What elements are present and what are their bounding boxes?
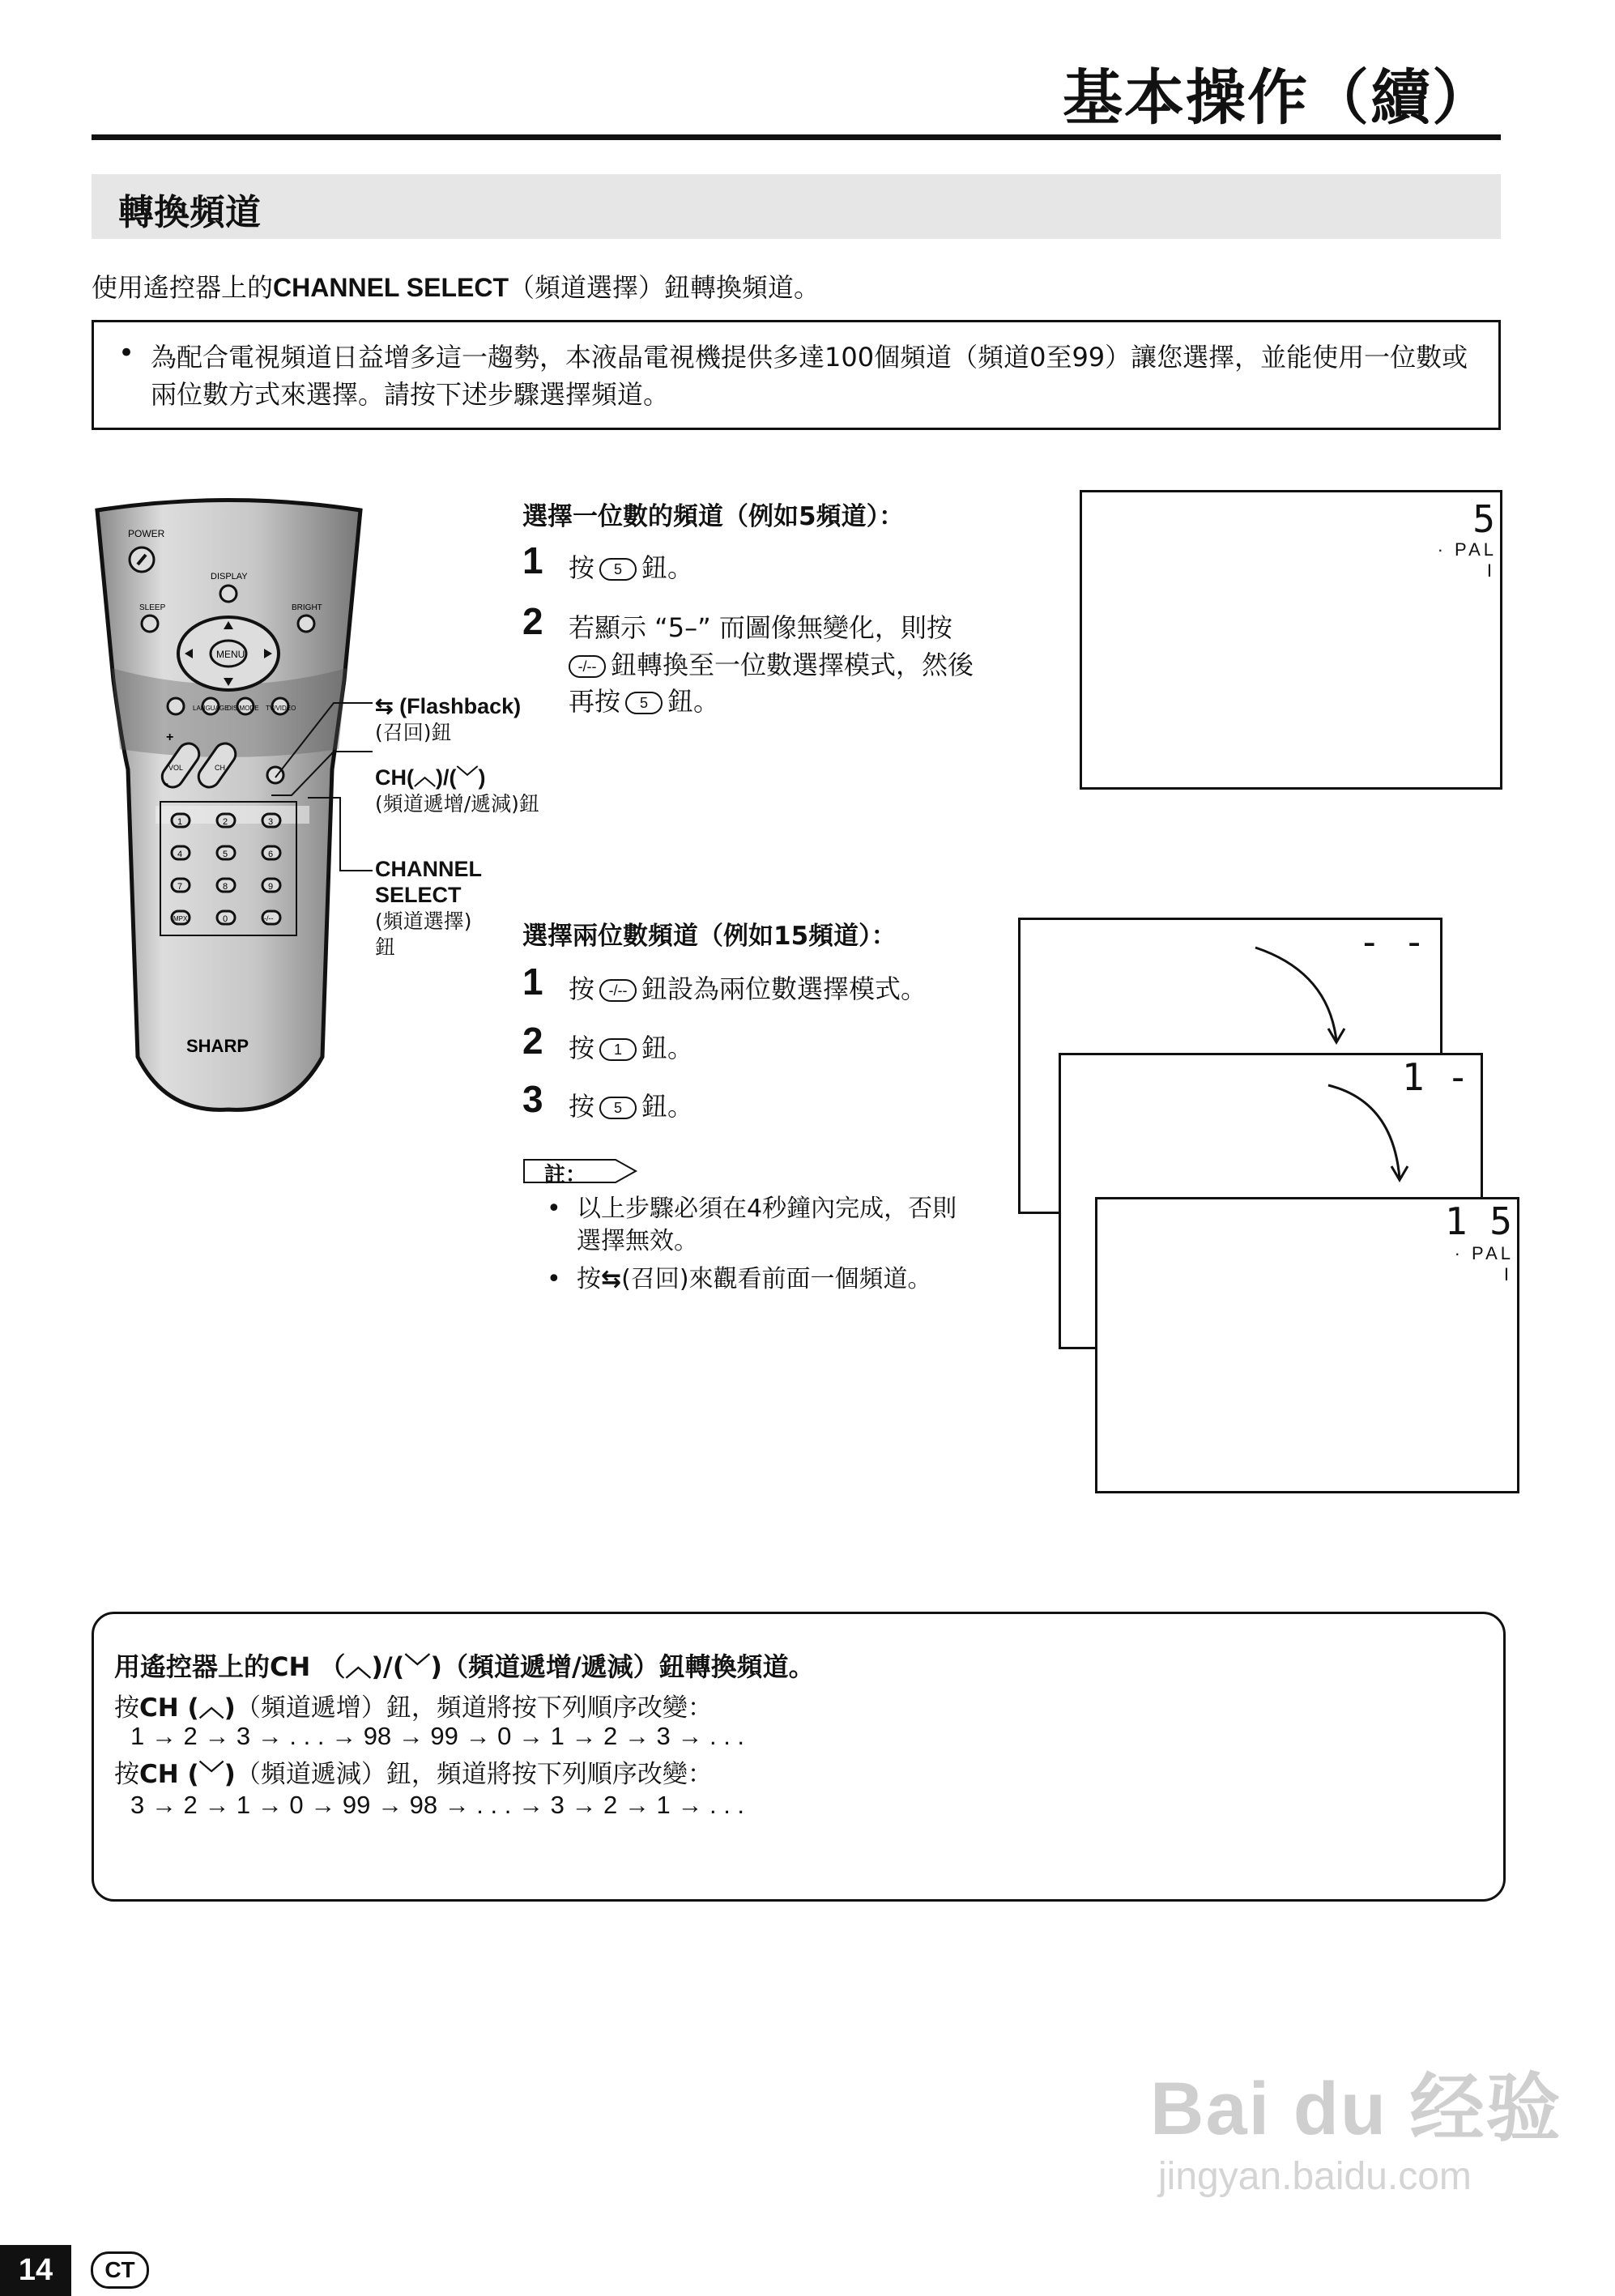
two-step2: 按 1 鈕。 [569, 1033, 694, 1063]
key-5: 5 [599, 558, 637, 581]
ch-down-sequence: 3 → 2 → 1 → 0 → 99 → 98 → . . . → 3 → 2 → 1 → . . . [130, 1791, 745, 1819]
intro-bold: CHANNEL SELECT [273, 273, 509, 302]
section-title: 轉換頻道 [118, 192, 261, 233]
tvvideo-label: TV/VIDEO [266, 705, 296, 712]
bright-label: BRIGHT [292, 603, 322, 612]
key-dash: -/-- [569, 655, 606, 678]
watermark-logo: Bai du 经验 [1150, 2068, 1562, 2150]
callout-lines [267, 696, 381, 891]
svg-text:7: 7 [177, 882, 183, 892]
key-dash: -/-- [599, 979, 637, 1002]
osd-channel: 1 - [1401, 1055, 1469, 1099]
step-number: 1 [522, 961, 543, 1003]
key-5: 5 [599, 1097, 637, 1119]
info-text: 為配合電視頻道日益增多這一趨勢，本液晶電視機提供多達100個頻道（頻道0至99）讓您選擇，並能使用一位數或兩位數方式來選擇。請按下述步驟選擇頻道。 [151, 342, 1468, 410]
note-label: 註： [544, 1163, 587, 1187]
page-title: 基本操作（續） [1063, 63, 1494, 133]
flashback-sub: (召回)鈕 [375, 721, 452, 744]
tv-screen-step3 [1095, 1197, 1519, 1493]
two-digit-heading: 選擇兩位數頻道（例如15頻道）： [522, 922, 897, 951]
svg-text:3: 3 [268, 817, 274, 827]
menu-label: MENU [216, 649, 245, 660]
bullet: • [118, 337, 135, 369]
channel-select-sub2: 鈕 [375, 935, 396, 959]
single-digit-heading: 選擇一位數的頻道（例如5頻道）： [522, 502, 905, 531]
display-label: DISPLAY [211, 572, 248, 581]
channel-select-sub1: (頻道選擇) [375, 909, 472, 933]
osd-sub: I [1486, 560, 1495, 581]
step-number: 3 [522, 1078, 543, 1120]
svg-text:4: 4 [177, 850, 183, 859]
section-bar [92, 174, 1501, 239]
single-step2-line2: -/-- 鈕轉換至一位數選擇模式，然後 [569, 646, 974, 684]
svg-text:-: - [164, 775, 168, 791]
brand-logo: SHARP [186, 1036, 249, 1056]
step-number: 1 [522, 539, 543, 581]
title-rule [92, 134, 1501, 140]
svg-text:+: + [166, 731, 174, 744]
svg-text:6: 6 [268, 850, 274, 859]
page-number: 14 [0, 2245, 71, 2296]
dismode-label: DIS.MODE [227, 705, 259, 712]
vol-label: VOL [168, 764, 184, 772]
single-step1: 按 5 鈕。 [569, 552, 694, 583]
svg-text:5: 5 [223, 850, 228, 859]
osd-system: · PAL [1437, 539, 1497, 560]
note-item-1-line2: 選擇無效。 [577, 1227, 698, 1255]
key-5: 5 [625, 692, 663, 714]
tv-screen-single [1080, 490, 1502, 790]
channel-select-callout-2: SELECT [375, 883, 462, 907]
ch-label: CH [215, 764, 225, 772]
language-badge: CT [91, 2251, 149, 2289]
ch-box-title: 用遙控器上的CH （︿)/(﹀)（頻道遞增/遞減）鈕轉換頻道。 [114, 1651, 815, 1682]
step-number: 2 [522, 1020, 543, 1062]
note-bullet: • [547, 1265, 561, 1293]
note-bullet: • [547, 1195, 561, 1223]
step-number: 2 [522, 600, 543, 642]
svg-text:9: 9 [268, 882, 274, 892]
osd-channel: - - [1357, 920, 1425, 964]
svg-text:0: 0 [223, 914, 228, 924]
sleep-label: SLEEP [139, 603, 166, 612]
ch-callout: CH(︿)/(﹀) [375, 765, 486, 790]
flashback-icon: ⇆ [601, 1265, 622, 1293]
power-label: POWER [128, 528, 165, 539]
two-step3: 按 5 鈕。 [569, 1091, 694, 1122]
osd-channel: 5 [1472, 497, 1495, 541]
note-item-1-line1: 以上步驟必須在4秒鐘內完成，否則 [577, 1195, 957, 1223]
ch-down-desc: 按CH (﹀)（頻道遞減）鈕，頻道將按下列順序改變： [114, 1760, 713, 1789]
sequence-arrows [1247, 939, 1409, 1199]
watermark-url: jingyan.baidu.com [1158, 2155, 1472, 2198]
intro-text: 使用遙控器上的CHANNEL SELECT（頻道選擇）鈕轉換頻道。 [92, 272, 820, 303]
channel-select-callout: CHANNEL [375, 857, 482, 881]
flashback-callout: ⇆ (Flashback) [375, 694, 522, 718]
ch-sub: (頻道遞增/遞減)鈕 [375, 792, 539, 816]
svg-text:MPX: MPX [173, 915, 188, 922]
info-box [92, 320, 1501, 430]
ch-up-desc: 按CH (︿)（頻道遞增）鈕，頻道將按下列順序改變： [114, 1693, 713, 1723]
osd-sub: I [1503, 1264, 1512, 1284]
svg-text:8: 8 [223, 882, 228, 892]
two-step1: 按 -/-- 鈕設為兩位數選擇模式。 [569, 973, 927, 1004]
language-label: LANGUAGE [193, 705, 229, 712]
ch-up-sequence: 1 → 2 → 3 → . . . → 98 → 99 → 0 → 1 → 2 → 3 → . . . [130, 1722, 745, 1750]
note-item-2: 按⇆(召回)來觀看前面一個頻道。 [577, 1265, 932, 1293]
key-1: 1 [599, 1038, 637, 1061]
osd-system: · PAL [1454, 1243, 1514, 1263]
svg-text:2: 2 [223, 817, 228, 827]
svg-text:-/--: -/-- [264, 914, 274, 922]
ch-info-box [92, 1612, 1506, 1902]
single-step2-line3: 再按 5 鈕。 [569, 686, 720, 717]
svg-text:1: 1 [177, 817, 183, 827]
single-step2-line1: 若顯示 “5–” 而圖像無變化，則按 [569, 612, 952, 643]
osd-channel: 1 5 [1444, 1199, 1512, 1243]
